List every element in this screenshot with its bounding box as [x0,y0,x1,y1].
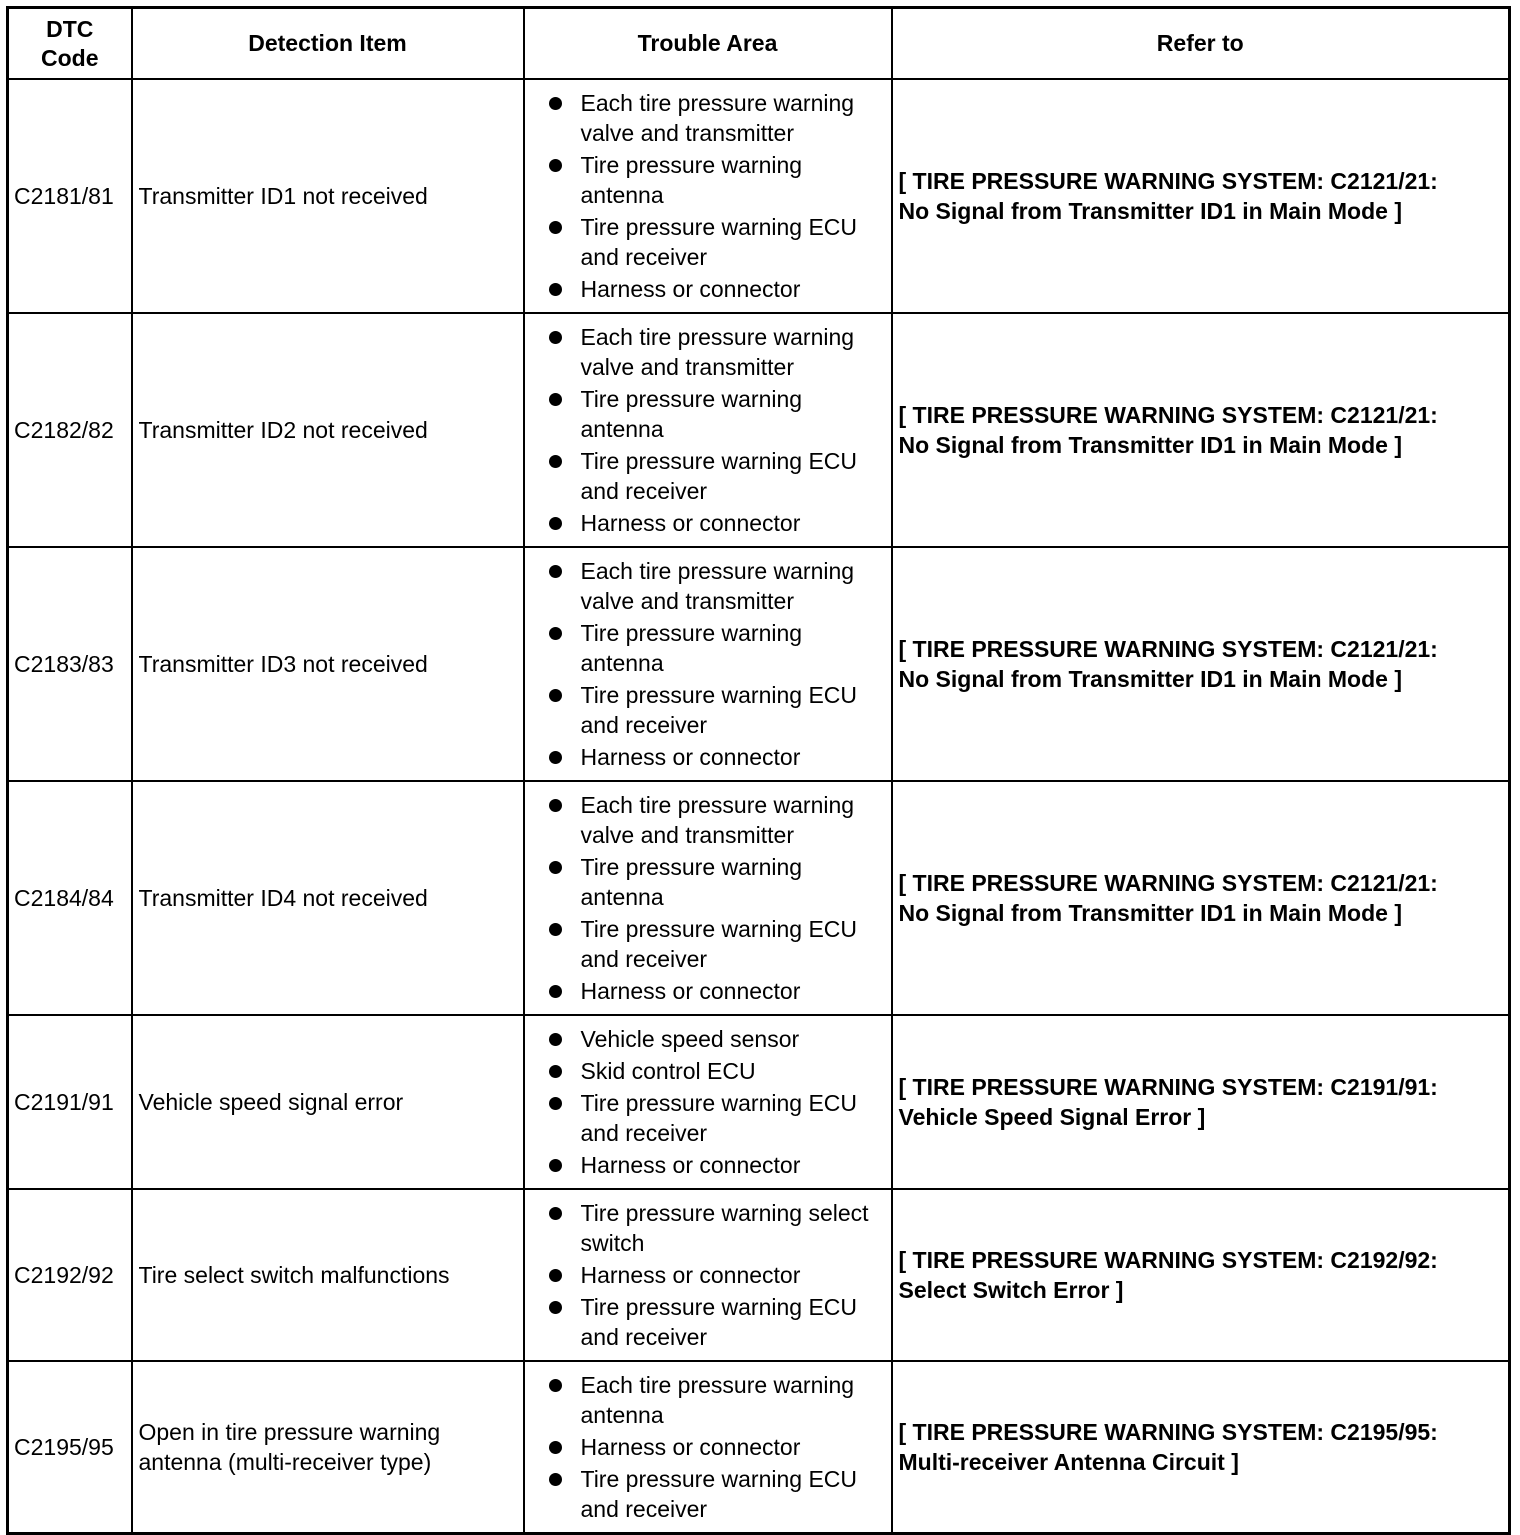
bullet-icon [549,455,562,468]
trouble-area-cell [524,547,892,781]
list-item [525,384,887,444]
list-item [525,508,887,538]
bullet-icon [549,1379,562,1392]
bullet-icon [549,1065,562,1078]
detection-item-cell: Transmitter ID4 not received [132,781,524,1015]
refer-to-line-1: [ TIRE PRESSURE WARNING SYSTEM: C2121/21: [898,636,1438,662]
list-item [525,1088,887,1148]
trouble-area-label: Harness or connector [580,276,801,302]
trouble-area-label: Harness or connector [580,978,801,1004]
trouble-area-list [525,80,891,312]
list-item [525,976,887,1006]
trouble-area-label: Harness or connector [580,1152,801,1178]
dtc-code-cell: C2181/81 [8,79,132,313]
bullet-icon [549,517,562,530]
bullet-icon [549,1207,562,1220]
trouble-area-label: Each tire pressure warning valve and transmitter [580,558,855,614]
refer-to-line-2: Vehicle Speed Signal Error ] [898,1104,1206,1130]
trouble-area-list [525,314,891,546]
table-row [8,79,1510,313]
trouble-area-label: Each tire pressure warning antenna [580,1372,855,1428]
trouble-area-cell [524,1361,892,1534]
detection-item-cell: Tire select switch malfunctions [132,1189,524,1361]
list-item [525,150,887,210]
refer-to-line-1: [ TIRE PRESSURE WARNING SYSTEM: C2191/91: [898,1074,1438,1100]
refer-to-line-2: Select Switch Error ] [898,1277,1124,1303]
trouble-area-label: Tire pressure warning antenna [580,620,803,676]
trouble-area-cell [524,1015,892,1189]
refer-to-cell [892,1015,1510,1189]
refer-to-line-1: [ TIRE PRESSURE WARNING SYSTEM: C2192/92: [898,1247,1438,1273]
list-item [525,446,887,506]
bullet-icon [549,1441,562,1454]
bullet-icon [549,1033,562,1046]
refer-to-line-1: [ TIRE PRESSURE WARNING SYSTEM: C2121/21: [898,870,1438,896]
trouble-area-label: Each tire pressure warning valve and transmitter [580,90,855,146]
bullet-icon [549,751,562,764]
dtc-code-cell: C2184/84 [8,781,132,1015]
dtc-table-page [6,6,1508,1535]
bullet-icon [549,985,562,998]
refer-to-line-1: [ TIRE PRESSURE WARNING SYSTEM: C2195/95: [898,1419,1438,1445]
trouble-area-label: Harness or connector [580,1262,801,1288]
dtc-table [6,6,1511,1535]
trouble-area-label: Tire pressure warning ECU and receiver [580,916,858,972]
list-item [525,1150,887,1180]
trouble-area-cell [524,781,892,1015]
table-body [8,79,1510,1534]
bullet-icon [549,1159,562,1172]
bullet-icon [549,331,562,344]
trouble-area-cell [524,313,892,547]
bullet-icon [549,1301,562,1314]
trouble-area-label: Skid control ECU [580,1058,756,1084]
detection-item-cell: Transmitter ID1 not received [132,79,524,313]
header-refer-to: Refer to [892,8,1510,80]
trouble-area-label: Harness or connector [580,744,801,770]
trouble-area-label: Tire pressure warning antenna [580,854,803,910]
header-dtc-code: DTC Code [8,8,132,80]
refer-to-line-2: No Signal from Transmitter ID1 in Main Mode ] [898,198,1402,224]
trouble-area-label: Tire pressure warning ECU and receiver [580,214,858,270]
trouble-area-label: Tire pressure warning ECU and receiver [580,1466,858,1522]
trouble-area-label: Tire pressure warning ECU and receiver [580,448,858,504]
bullet-icon [549,1473,562,1486]
dtc-code-cell: C2195/95 [8,1361,132,1534]
trouble-area-list [525,1362,891,1532]
table-row [8,1015,1510,1189]
trouble-area-label: Harness or connector [580,1434,801,1460]
bullet-icon [549,689,562,702]
refer-to-cell [892,547,1510,781]
bullet-icon [549,393,562,406]
table-row [8,781,1510,1015]
bullet-icon [549,1097,562,1110]
list-item [525,88,887,148]
list-item [525,790,887,850]
list-item [525,556,887,616]
bullet-icon [549,923,562,936]
list-item [525,852,887,912]
refer-to-line-1: [ TIRE PRESSURE WARNING SYSTEM: C2121/21: [898,168,1438,194]
refer-to-line-2: Multi-receiver Antenna Circuit ] [898,1449,1239,1475]
list-item [525,1024,887,1054]
trouble-area-label: Vehicle speed sensor [580,1026,800,1052]
trouble-area-cell [524,1189,892,1361]
dtc-code-cell: C2192/92 [8,1189,132,1361]
trouble-area-label: Tire pressure warning ECU and receiver [580,1294,858,1350]
table-row [8,1361,1510,1534]
bullet-icon [549,627,562,640]
table-row [8,313,1510,547]
trouble-area-list [525,782,891,1014]
trouble-area-list [525,1190,891,1360]
trouble-area-list [525,548,891,780]
list-item [525,322,887,382]
list-item [525,212,887,272]
dtc-code-cell: C2183/83 [8,547,132,781]
detection-item-cell: Transmitter ID2 not received [132,313,524,547]
trouble-area-label: Each tire pressure warning valve and transmitter [580,792,855,848]
refer-to-cell [892,1361,1510,1534]
bullet-icon [549,1269,562,1282]
refer-to-line-2: No Signal from Transmitter ID1 in Main Mode ] [898,666,1402,692]
refer-to-cell [892,1189,1510,1361]
list-item [525,914,887,974]
trouble-area-label: Tire pressure warning antenna [580,386,803,442]
refer-to-cell [892,79,1510,313]
table-header-row [8,8,1510,80]
detection-item-cell: Vehicle speed signal error [132,1015,524,1189]
list-item [525,1432,887,1462]
trouble-area-label: Tire pressure warning ECU and receiver [580,682,858,738]
bullet-icon [549,97,562,110]
list-item [525,680,887,740]
bullet-icon [549,159,562,172]
refer-to-cell [892,313,1510,547]
trouble-area-label: Harness or connector [580,510,801,536]
dtc-code-cell: C2191/91 [8,1015,132,1189]
header-trouble-area: Trouble Area [524,8,892,80]
list-item [525,274,887,304]
trouble-area-cell [524,79,892,313]
trouble-area-list [525,1016,891,1188]
trouble-area-label: Tire pressure warning select switch [580,1200,869,1256]
list-item [525,1464,887,1524]
list-item [525,1198,887,1258]
list-item [525,1260,887,1290]
trouble-area-label: Each tire pressure warning valve and transmitter [580,324,855,380]
list-item [525,1056,887,1086]
refer-to-line-1: [ TIRE PRESSURE WARNING SYSTEM: C2121/21: [898,402,1438,428]
bullet-icon [549,565,562,578]
refer-to-line-2: No Signal from Transmitter ID1 in Main Mode ] [898,432,1402,458]
refer-to-line-2: No Signal from Transmitter ID1 in Main Mode ] [898,900,1402,926]
bullet-icon [549,221,562,234]
trouble-area-label: Tire pressure warning antenna [580,152,803,208]
dtc-code-cell: C2182/82 [8,313,132,547]
bullet-icon [549,861,562,874]
detection-item-cell: Open in tire pressure warning antenna (multi-receiver type) [132,1361,524,1534]
list-item [525,618,887,678]
detection-item-cell: Transmitter ID3 not received [132,547,524,781]
table-row [8,547,1510,781]
list-item [525,1370,887,1430]
table-row [8,1189,1510,1361]
bullet-icon [549,283,562,296]
trouble-area-label: Tire pressure warning ECU and receiver [580,1090,858,1146]
bullet-icon [549,799,562,812]
list-item [525,742,887,772]
refer-to-cell [892,781,1510,1015]
list-item [525,1292,887,1352]
header-detection-item: Detection Item [132,8,524,80]
